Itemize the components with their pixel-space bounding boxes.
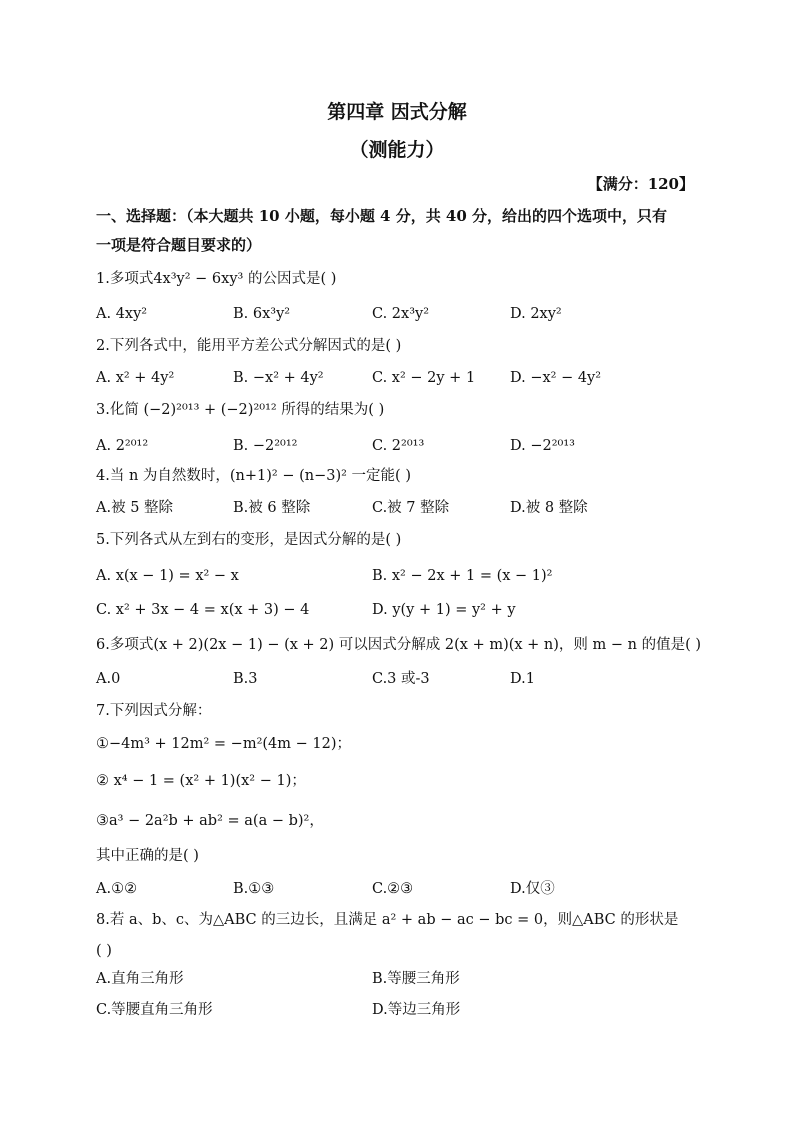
q1-option-c: C. 2x³y² [372,306,430,322]
q5-option-a: A. x(x − 1) = x² − x [96,568,239,584]
q1-option-d: D. 2xy² [510,306,562,322]
q8-option-c: C.等腰直角三角形 [96,1002,213,1018]
q3-option-c: C. 2²⁰¹³ [372,438,425,454]
q8-option-d: D.等边三角形 [372,1002,461,1018]
question-5-stem: 5.下列各式从左到右的变形，是因式分解的是( ) [96,532,402,548]
q5-option-b: B. x² − 2x + 1 = (x − 1)² [372,568,553,584]
question-8-stem: 8.若 a、b、c、为△ABC 的三边长，且满足 a² + ab − ac − bc = 0，则△ABC 的形状是 [96,912,679,928]
q4-option-c: C.被 7 整除 [372,500,450,516]
q7-item-3: ③a³ − 2a²b + ab² = a(a − b)²， [96,813,324,829]
question-7-stem: 7.下列因式分解： [96,703,212,719]
q2-option-a: A. x² + 4y² [96,370,175,386]
q2-option-c: C. x² − 2y + 1 [372,370,476,386]
q2-option-b: B. −x² + 4y² [233,370,324,386]
q3-option-b: B. −2²⁰¹² [233,438,298,454]
q2-option-d: D. −x² − 4y² [510,370,602,386]
question-2-stem: 2.下列各式中，能用平方差公式分解因式的是( ) [96,338,402,354]
section-heading-line2: 一项是符合题目要求的） [96,236,262,254]
q8-option-b: B.等腰三角形 [372,971,460,987]
q4-option-d: D.被 8 整除 [510,500,588,516]
question-4-stem: 4.当 n 为自然数时，(n+1)² − (n−3)² 一定能( ) [96,468,411,484]
q4-option-b: B.被 6 整除 [233,500,311,516]
q7-item-1: ①−4m³ + 12m² = −m²(4m − 12)； [96,736,352,752]
q5-option-c: C. x² + 3x − 4 = x(x + 3) − 4 [96,602,310,618]
q7-item-2: ② x⁴ − 1 = (x² + 1)(x² − 1)； [96,773,306,789]
q7-option-a: A.①② [96,881,138,897]
q6-option-c: C.3 或-3 [372,671,430,687]
question-6-stem: 6.多项式(x + 2)(2x − 1) − (x + 2) 可以因式分解成 2(x + m)(x + n)，则 m − n 的值是( ) [96,637,702,653]
section-heading-line1: 一、选择题：（本大题共 10 小题，每小题 4 分，共 40 分，给出的四个选项中，只有 [96,207,668,225]
q3-option-d: D. −2²⁰¹³ [510,438,575,454]
question-8-stem-cont: ( ) [96,943,112,959]
q4-option-a: A.被 5 整除 [96,500,174,516]
q8-option-a: A.直角三角形 [96,971,184,987]
question-3-stem: 3.化简 (−2)²⁰¹³ + (−2)²⁰¹² 所得的结果为( ) [96,402,385,418]
q3-option-a: A. 2²⁰¹² [96,438,149,454]
page-subtitle: （测能力） [349,139,445,161]
q7-option-c: C.②③ [372,881,414,897]
q7-follow: 其中正确的是( ) [96,848,199,864]
question-1-stem: 1.多项式4x³y² − 6xy³ 的公因式是( ) [96,271,337,287]
q1-option-b: B. 6x³y² [233,306,291,322]
q7-option-d: D.仅③ [510,881,555,897]
q6-option-d: D.1 [510,671,535,687]
q6-option-b: B.3 [233,671,258,687]
q1-option-a: A. 4xy² [96,306,148,322]
q7-option-b: B.①③ [233,881,275,897]
score-label: 【满分：120】 [587,175,694,193]
q6-option-a: A.0 [96,671,121,687]
q5-option-d: D. y(y + 1) = y² + y [372,602,516,618]
page-title: 第四章 因式分解 [327,101,467,123]
